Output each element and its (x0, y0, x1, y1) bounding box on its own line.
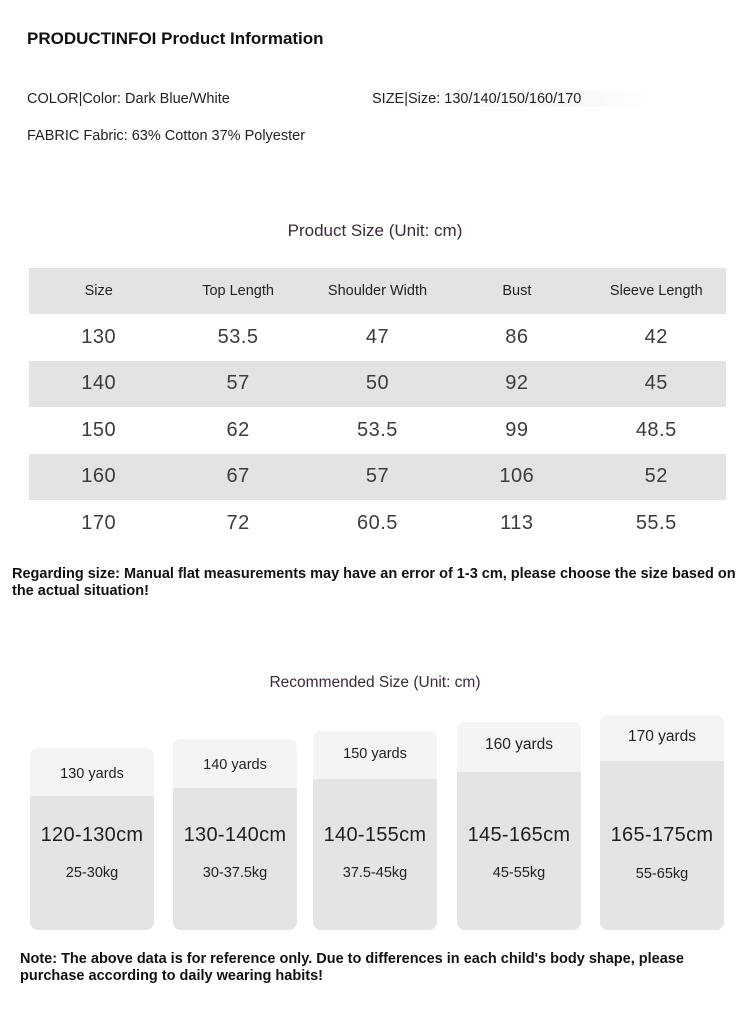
table-cell: 57 (308, 454, 447, 501)
size-card-height: 130-140cm (183, 824, 287, 846)
size-card-height: 165-175cm (610, 824, 714, 846)
column-header: Size (29, 268, 168, 314)
size-card-label: 160 yards (457, 722, 581, 772)
table-row (29, 361, 726, 408)
table-cell: 53.5 (217, 325, 259, 348)
column-header: Sleeve Length (587, 268, 726, 314)
column-header: Bust (447, 268, 586, 314)
size-note: Regarding size: Manual flat measurements may have an error of 1-3 cm, please choose the size based on the actual situation! (12, 566, 736, 599)
size-table-header-row (29, 268, 726, 314)
recommended-size-title: Recommended Size (Unit: cm) (269, 674, 481, 691)
size-card (173, 739, 297, 930)
size-card-label: 150 yards (313, 731, 437, 779)
size-card-weight: 25-30kg (65, 865, 119, 881)
column-header: Shoulder Width (308, 268, 447, 314)
table-cell: 150 (81, 418, 117, 441)
size-card (600, 715, 724, 930)
column-header: Top Length (168, 268, 307, 314)
table-cell: 55.5 (635, 511, 677, 534)
table-cell: 130 (81, 325, 117, 348)
table-cell: 42 (644, 325, 668, 348)
color-info: COLOR|Color: Dark Blue/White (27, 91, 230, 107)
table-cell: 170 (81, 511, 117, 534)
table-row (29, 454, 726, 501)
page-title: PRODUCTINFOI Product Information (27, 29, 324, 48)
table-cell: 62 (226, 418, 250, 441)
table-row (29, 407, 726, 454)
table-cell: 53.5 (357, 418, 398, 441)
size-card-height: 140-155cm (323, 824, 427, 846)
size-card (313, 731, 437, 930)
table-cell: 67 (168, 454, 307, 501)
size-card-weight: 55-65kg (635, 866, 689, 882)
size-info: SIZE|Size: 130/140/150/160/170 (372, 91, 651, 107)
size-card-label: 140 yards (173, 739, 297, 788)
table-row (29, 500, 726, 547)
table-cell: 99 (505, 418, 529, 441)
table-cell: 72 (226, 511, 250, 534)
table-cell: 86 (505, 325, 529, 348)
table-cell: 106 (447, 454, 586, 501)
size-card (457, 722, 581, 930)
table-cell: 113 (500, 511, 534, 534)
size-table (29, 268, 726, 547)
table-row (29, 314, 726, 361)
reference-note: Note: The above data is for reference only. Due to differences in each child's body shape, please purchase according to daily wearing habits! (20, 951, 684, 984)
size-card-height: 120-130cm (40, 824, 144, 846)
table-cell: 47 (365, 325, 390, 348)
table-cell: 92 (447, 361, 586, 408)
table-cell: 60.5 (357, 511, 398, 534)
fabric-info: FABRIC Fabric: 63% Cotton 37% Polyester (27, 128, 306, 144)
size-card (30, 748, 154, 930)
size-card-weight: 30-37.5kg (202, 865, 268, 881)
size-card-label: 170 yards (600, 715, 724, 761)
table-cell: 160 (29, 454, 168, 501)
table-cell: 57 (168, 361, 307, 408)
table-cell: 50 (308, 361, 447, 408)
table-cell: 48.5 (635, 418, 677, 441)
size-card-height: 145-165cm (467, 824, 571, 846)
table-cell: 140 (29, 361, 168, 408)
size-card-weight: 45-55kg (492, 865, 546, 881)
table-cell: 52 (587, 454, 726, 501)
size-card-weight: 37.5-45kg (342, 865, 408, 881)
size-table-title: Product Size (Unit: cm) (287, 221, 463, 240)
table-cell: 45 (587, 361, 726, 408)
size-card-label: 130 yards (30, 748, 154, 796)
